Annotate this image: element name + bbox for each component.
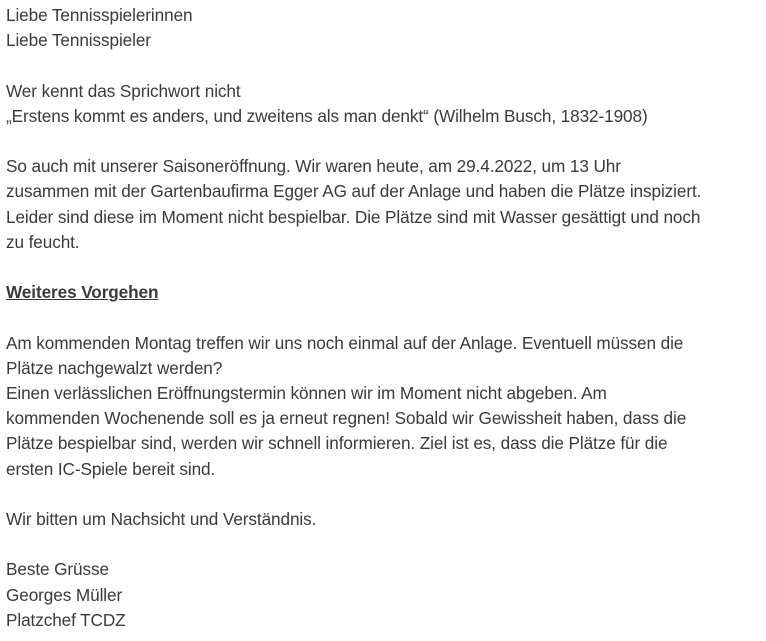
request-paragraph <box>6 507 766 532</box>
section-heading-block <box>6 280 766 305</box>
signer-role: Platzchef TCDZ <box>6 609 126 630</box>
next-steps-line-2: Plätze nachgewalzt werden? <box>6 357 223 378</box>
next-steps-line-5: Plätze bespielbar sind, werden wir schnell informieren. Ziel ist es, dass die Plätze für die <box>6 433 668 454</box>
closing-salutation: Beste Grüsse <box>6 559 109 580</box>
next-steps-line-4: kommenden Wochenende soll es ja erneut regnen! Sobald wir Gewissheit haben, dass die <box>6 408 687 429</box>
status-paragraph <box>6 154 766 255</box>
section-heading: Weiteres Vorgehen <box>6 282 159 303</box>
intro-line-1: Wer kennt das Sprichwort nicht <box>6 80 241 101</box>
next-steps-line-1: Am kommenden Montag treffen wir uns noch einmal auf der Anlage. Eventuell müssen die <box>6 332 684 353</box>
status-line-1: So auch mit unserer Saisoneröffnung. Wir waren heute, am 29.4.2022, um 13 Uhr <box>6 156 621 177</box>
status-line-3: Leider sind diese im Moment nicht bespielbar. Die Plätze sind mit Wasser gesättigt und noch <box>6 206 701 227</box>
greeting-line-1: Liebe Tennisspielerinnen <box>6 5 193 25</box>
intro-paragraph <box>6 79 766 129</box>
status-line-4: zu feucht. <box>6 231 80 252</box>
status-line-2: zusammen mit der Gartenbaufirma Egger AG auf der Anlage und haben die Plätze inspiziert. <box>6 181 702 202</box>
intro-quote-line: „Erstens kommt es anders, und zweitens als man denkt“ (Wilhelm Busch, 1832-1908) <box>6 105 648 126</box>
next-steps-line-3: Einen verlässlichen Eröffnungstermin können wir im Moment nicht abgeben. Am <box>6 382 607 403</box>
signer-name: Georges Müller <box>6 584 123 605</box>
next-steps-paragraph <box>6 331 766 482</box>
greeting-block <box>6 3 766 53</box>
closing-block <box>6 557 766 633</box>
next-steps-line-6: ersten IC-Spiele bereit sind. <box>6 458 216 479</box>
request-line: Wir bitten um Nachsicht und Verständnis. <box>6 508 317 529</box>
greeting-line-2: Liebe Tennisspieler <box>6 30 151 51</box>
